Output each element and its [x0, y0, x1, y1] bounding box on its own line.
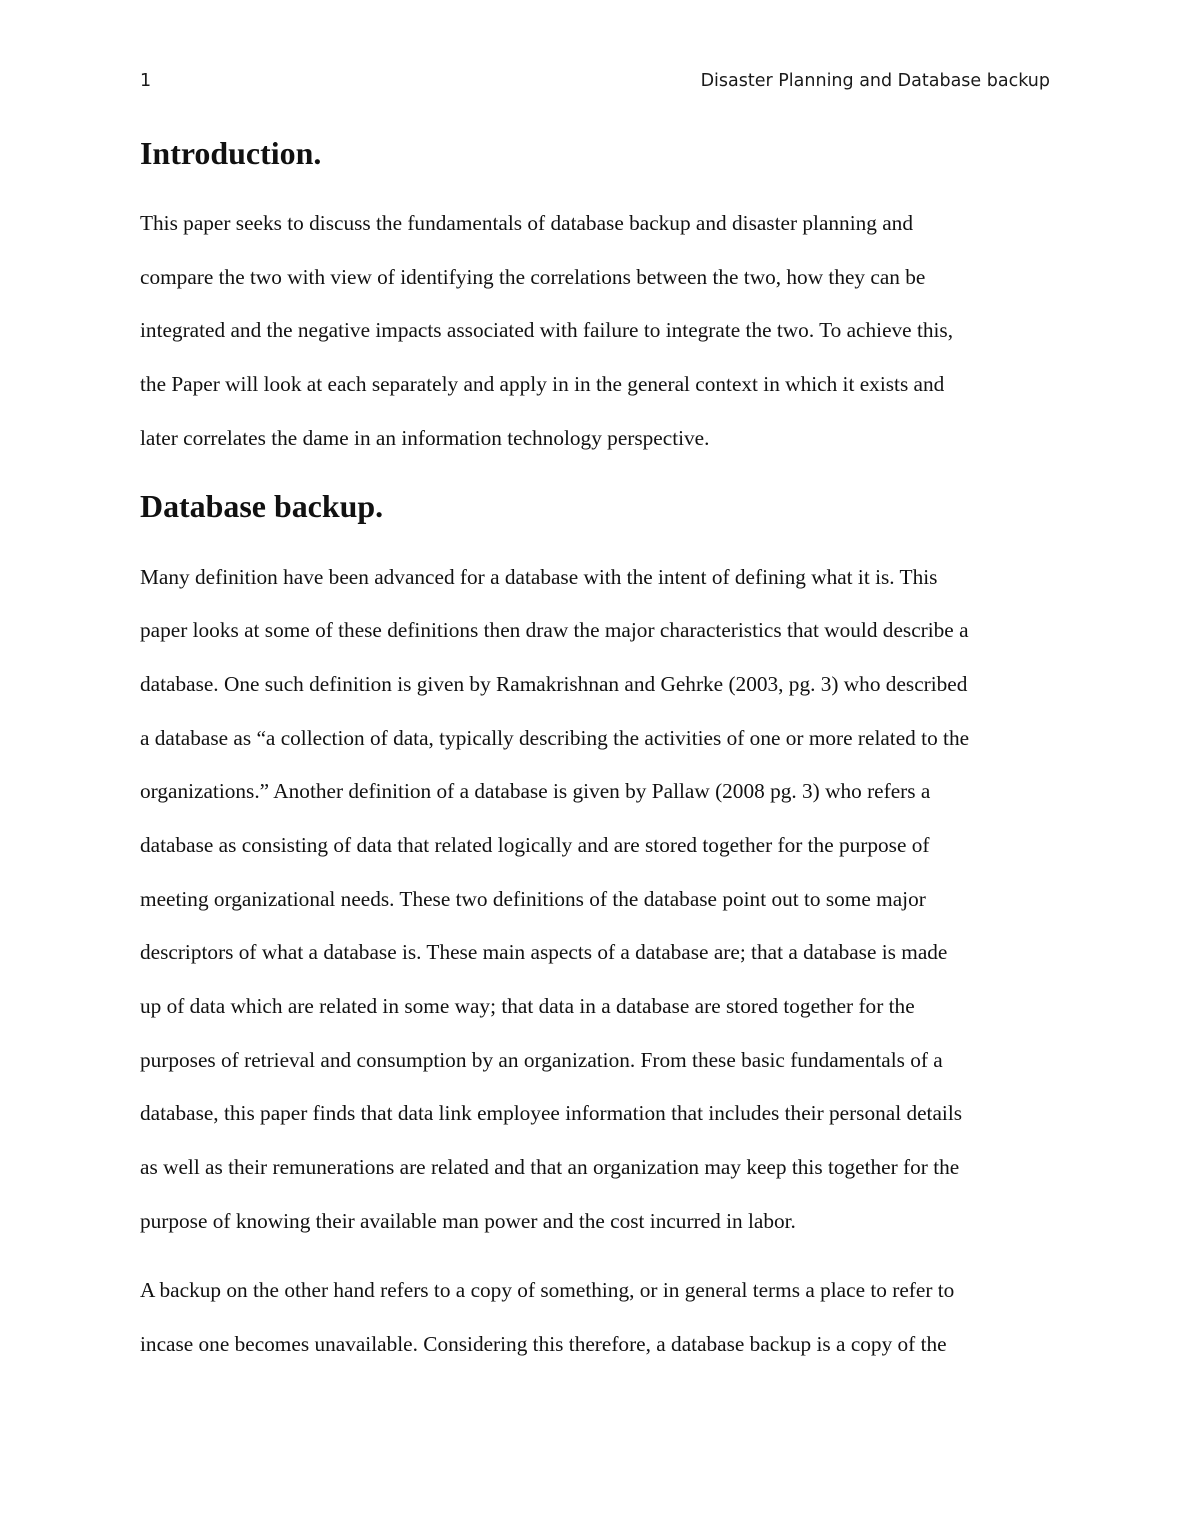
paragraph-line: database. One such definition is given by Ramakrishnan and Gehrke (2003, pg. 3) who described — [140, 672, 968, 696]
section-heading-database-backup: Database backup. — [140, 489, 384, 524]
paragraph-line: Many definition have been advanced for a database with the intent of defining what it is. This — [140, 565, 938, 589]
paragraph-line: database as consisting of data that related logically and are stored together for the purpose of — [140, 833, 930, 857]
paragraph-line: meeting organizational needs. These two definitions of the database point out to some major — [140, 887, 926, 911]
paragraph-line: descriptors of what a database is. These main aspects of a database are; that a database is made — [140, 940, 948, 964]
paragraph-line: A backup on the other hand refers to a copy of something, or in general terms a place to refer to — [140, 1278, 955, 1302]
paragraph-line: integrated and the negative impacts associated with failure to integrate the two. To achieve this, — [140, 318, 954, 342]
running-title: Disaster Planning and Database backup — [700, 71, 1050, 91]
paragraph-line: incase one becomes unavailable. Considering this therefore, a database backup is a copy of the — [140, 1332, 947, 1356]
paragraph-line: purposes of retrieval and consumption by an organization. From these basic fundamentals of a — [140, 1048, 943, 1072]
paragraph-line: up of data which are related in some way; that data in a database are stored together for the — [140, 994, 915, 1018]
paragraph-line: compare the two with view of identifying the correlations between the two, how they can be — [140, 265, 926, 289]
paragraph-line: purpose of knowing their available man power and the cost incurred in labor. — [140, 1209, 796, 1233]
paragraph-line: later correlates the dame in an information technology perspective. — [140, 426, 710, 450]
paragraph-line: a database as “a collection of data, typically describing the activities of one or more related to the — [140, 726, 970, 750]
paragraph-line: This paper seeks to discuss the fundamentals of database backup and disaster planning and — [140, 211, 913, 235]
page-number: 1 — [140, 71, 152, 91]
paragraph-line: database, this paper finds that data link employee information that includes their personal details — [140, 1101, 963, 1125]
paragraph-line: as well as their remunerations are related and that an organization may keep this together for the — [140, 1155, 960, 1179]
page-header — [140, 71, 1050, 97]
section-heading-introduction: Introduction. — [140, 136, 322, 171]
paragraph-line: paper looks at some of these definitions then draw the major characteristics that would describe a — [140, 618, 969, 642]
paragraph-line: organizations.” Another definition of a database is given by Pallaw (2008 pg. 3) who refers a — [140, 779, 931, 803]
paragraph-line: the Paper will look at each separately and apply in in the general context in which it exists and — [140, 372, 945, 396]
